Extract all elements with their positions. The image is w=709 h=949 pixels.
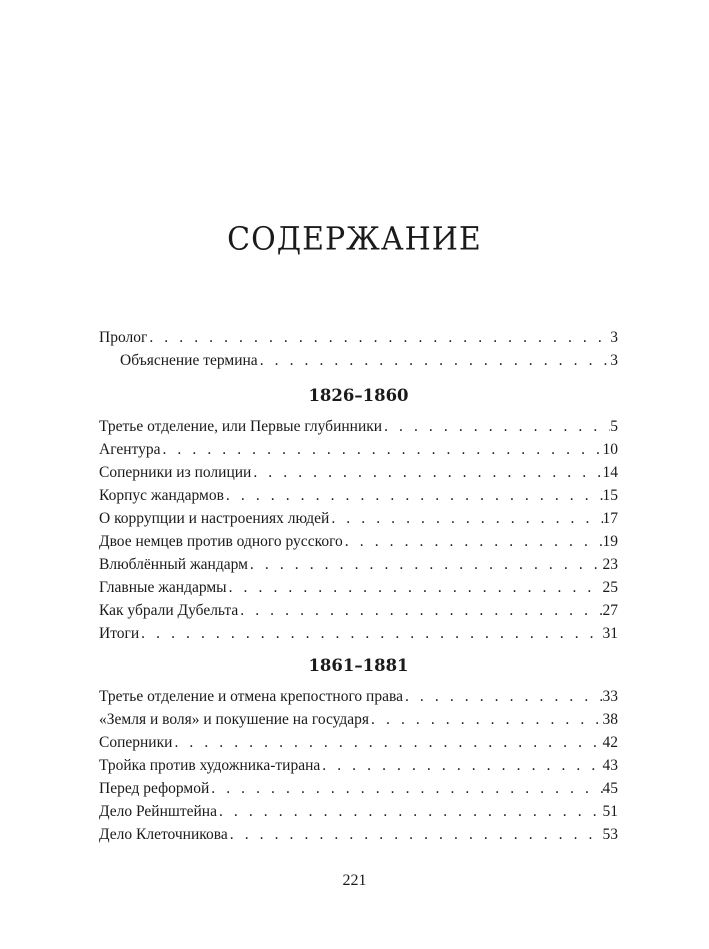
toc-entry-label: О коррупции и настроениях людей: [99, 510, 330, 527]
page-title: СОДЕРЖАНИЕ: [227, 221, 482, 258]
toc-entry-label: Двое немцев против одного русского: [99, 533, 343, 550]
toc-entry: [99, 576, 618, 599]
toc-entry-label: Тройка против художника-тирана: [99, 757, 321, 774]
toc-entry-page: 3: [610, 352, 618, 369]
toc-entry-label: Корпус жандармов: [99, 487, 224, 504]
toc-entry-page: 27: [602, 602, 618, 619]
toc-entry-page: 33: [602, 688, 618, 705]
dot-leader: [329, 507, 602, 530]
toc-entry-label: Перед реформой: [99, 780, 210, 797]
toc-entry: [99, 731, 618, 754]
dot-leader: [320, 754, 602, 777]
toc-entry: [99, 622, 618, 645]
toc-entry: [99, 685, 618, 708]
toc-entry: [99, 800, 618, 823]
dot-leader: [217, 800, 603, 823]
toc-entry-page: 25: [602, 579, 618, 596]
toc-entry-label: Соперники: [99, 734, 173, 751]
toc-entry-page: 15: [602, 487, 618, 504]
toc-entry-page: 5: [610, 418, 618, 435]
dot-leader: [147, 326, 610, 349]
toc-entry: [99, 530, 618, 553]
dot-leader: [209, 777, 602, 800]
toc-entry-prologue: [99, 326, 618, 349]
page-number: 221: [342, 872, 367, 889]
section-heading: 1861–1881: [308, 656, 409, 675]
section-heading: 1826–1860: [308, 386, 409, 405]
toc-entry-label: Пролог: [99, 329, 148, 346]
toc-entry: [99, 708, 618, 731]
toc-entry-page: 42: [602, 734, 618, 751]
toc-entry: [99, 553, 618, 576]
toc-entry-page: 51: [602, 803, 618, 820]
dot-leader: [238, 599, 602, 622]
dot-leader: [227, 576, 603, 599]
toc-entry-label: Третье отделение и отмена крепостного права: [99, 688, 403, 705]
dot-leader: [248, 553, 603, 576]
dot-leader: [369, 708, 602, 731]
toc-entry: [99, 507, 618, 530]
dot-leader: [382, 415, 610, 438]
toc-entry: [99, 777, 618, 800]
toc-entry-page: 19: [602, 533, 618, 550]
toc-entry-page: 17: [602, 510, 618, 527]
toc-entry-label: Агентура: [99, 441, 161, 458]
toc-entry: [99, 823, 618, 846]
toc-entry-page: 43: [602, 757, 618, 774]
dot-leader: [224, 484, 603, 507]
toc-entry-label: Итоги: [99, 625, 140, 642]
toc-entry-label: Соперники из полиции: [99, 464, 252, 481]
dot-leader: [251, 461, 602, 484]
toc-entry-label: Третье отделение, или Первые глубинники: [99, 418, 383, 435]
toc-entry-page: 10: [602, 441, 618, 458]
dot-leader: [258, 349, 611, 372]
dot-leader: [172, 731, 602, 754]
toc-entry-label: Главные жандармы: [99, 579, 227, 596]
toc-entry-page: 3: [610, 329, 618, 346]
toc-entry-label: Объяснение термина: [120, 352, 258, 369]
dot-leader: [403, 685, 603, 708]
toc-entry-page: 38: [602, 711, 618, 728]
toc-entry-page: 31: [602, 625, 618, 642]
toc-entry: [99, 415, 618, 438]
toc-entry-label: Влюблённый жандарм: [99, 556, 248, 573]
toc-entry: [99, 438, 618, 461]
dot-leader: [139, 622, 602, 645]
toc-entry-page: 53: [602, 826, 618, 843]
dot-leader: [228, 823, 603, 846]
table-of-contents: [99, 0, 618, 949]
toc-entry: [99, 754, 618, 777]
toc-entry: [99, 461, 618, 484]
toc-entry-label: Дело Рейнштейна: [99, 803, 217, 820]
toc-entry-label: Дело Клеточникова: [99, 826, 228, 843]
toc-entry-label: Как убрали Дубельта: [99, 602, 239, 619]
toc-entry: [99, 484, 618, 507]
toc-entry: [99, 599, 618, 622]
toc-subentry-term: [120, 349, 618, 372]
dot-leader: [160, 438, 602, 461]
toc-entry-page: 23: [602, 556, 618, 573]
dot-leader: [343, 530, 603, 553]
toc-entry-page: 14: [602, 464, 618, 481]
toc-entry-page: 45: [602, 780, 618, 797]
toc-entry-label: «Земля и воля» и покушение на государя: [99, 711, 370, 728]
